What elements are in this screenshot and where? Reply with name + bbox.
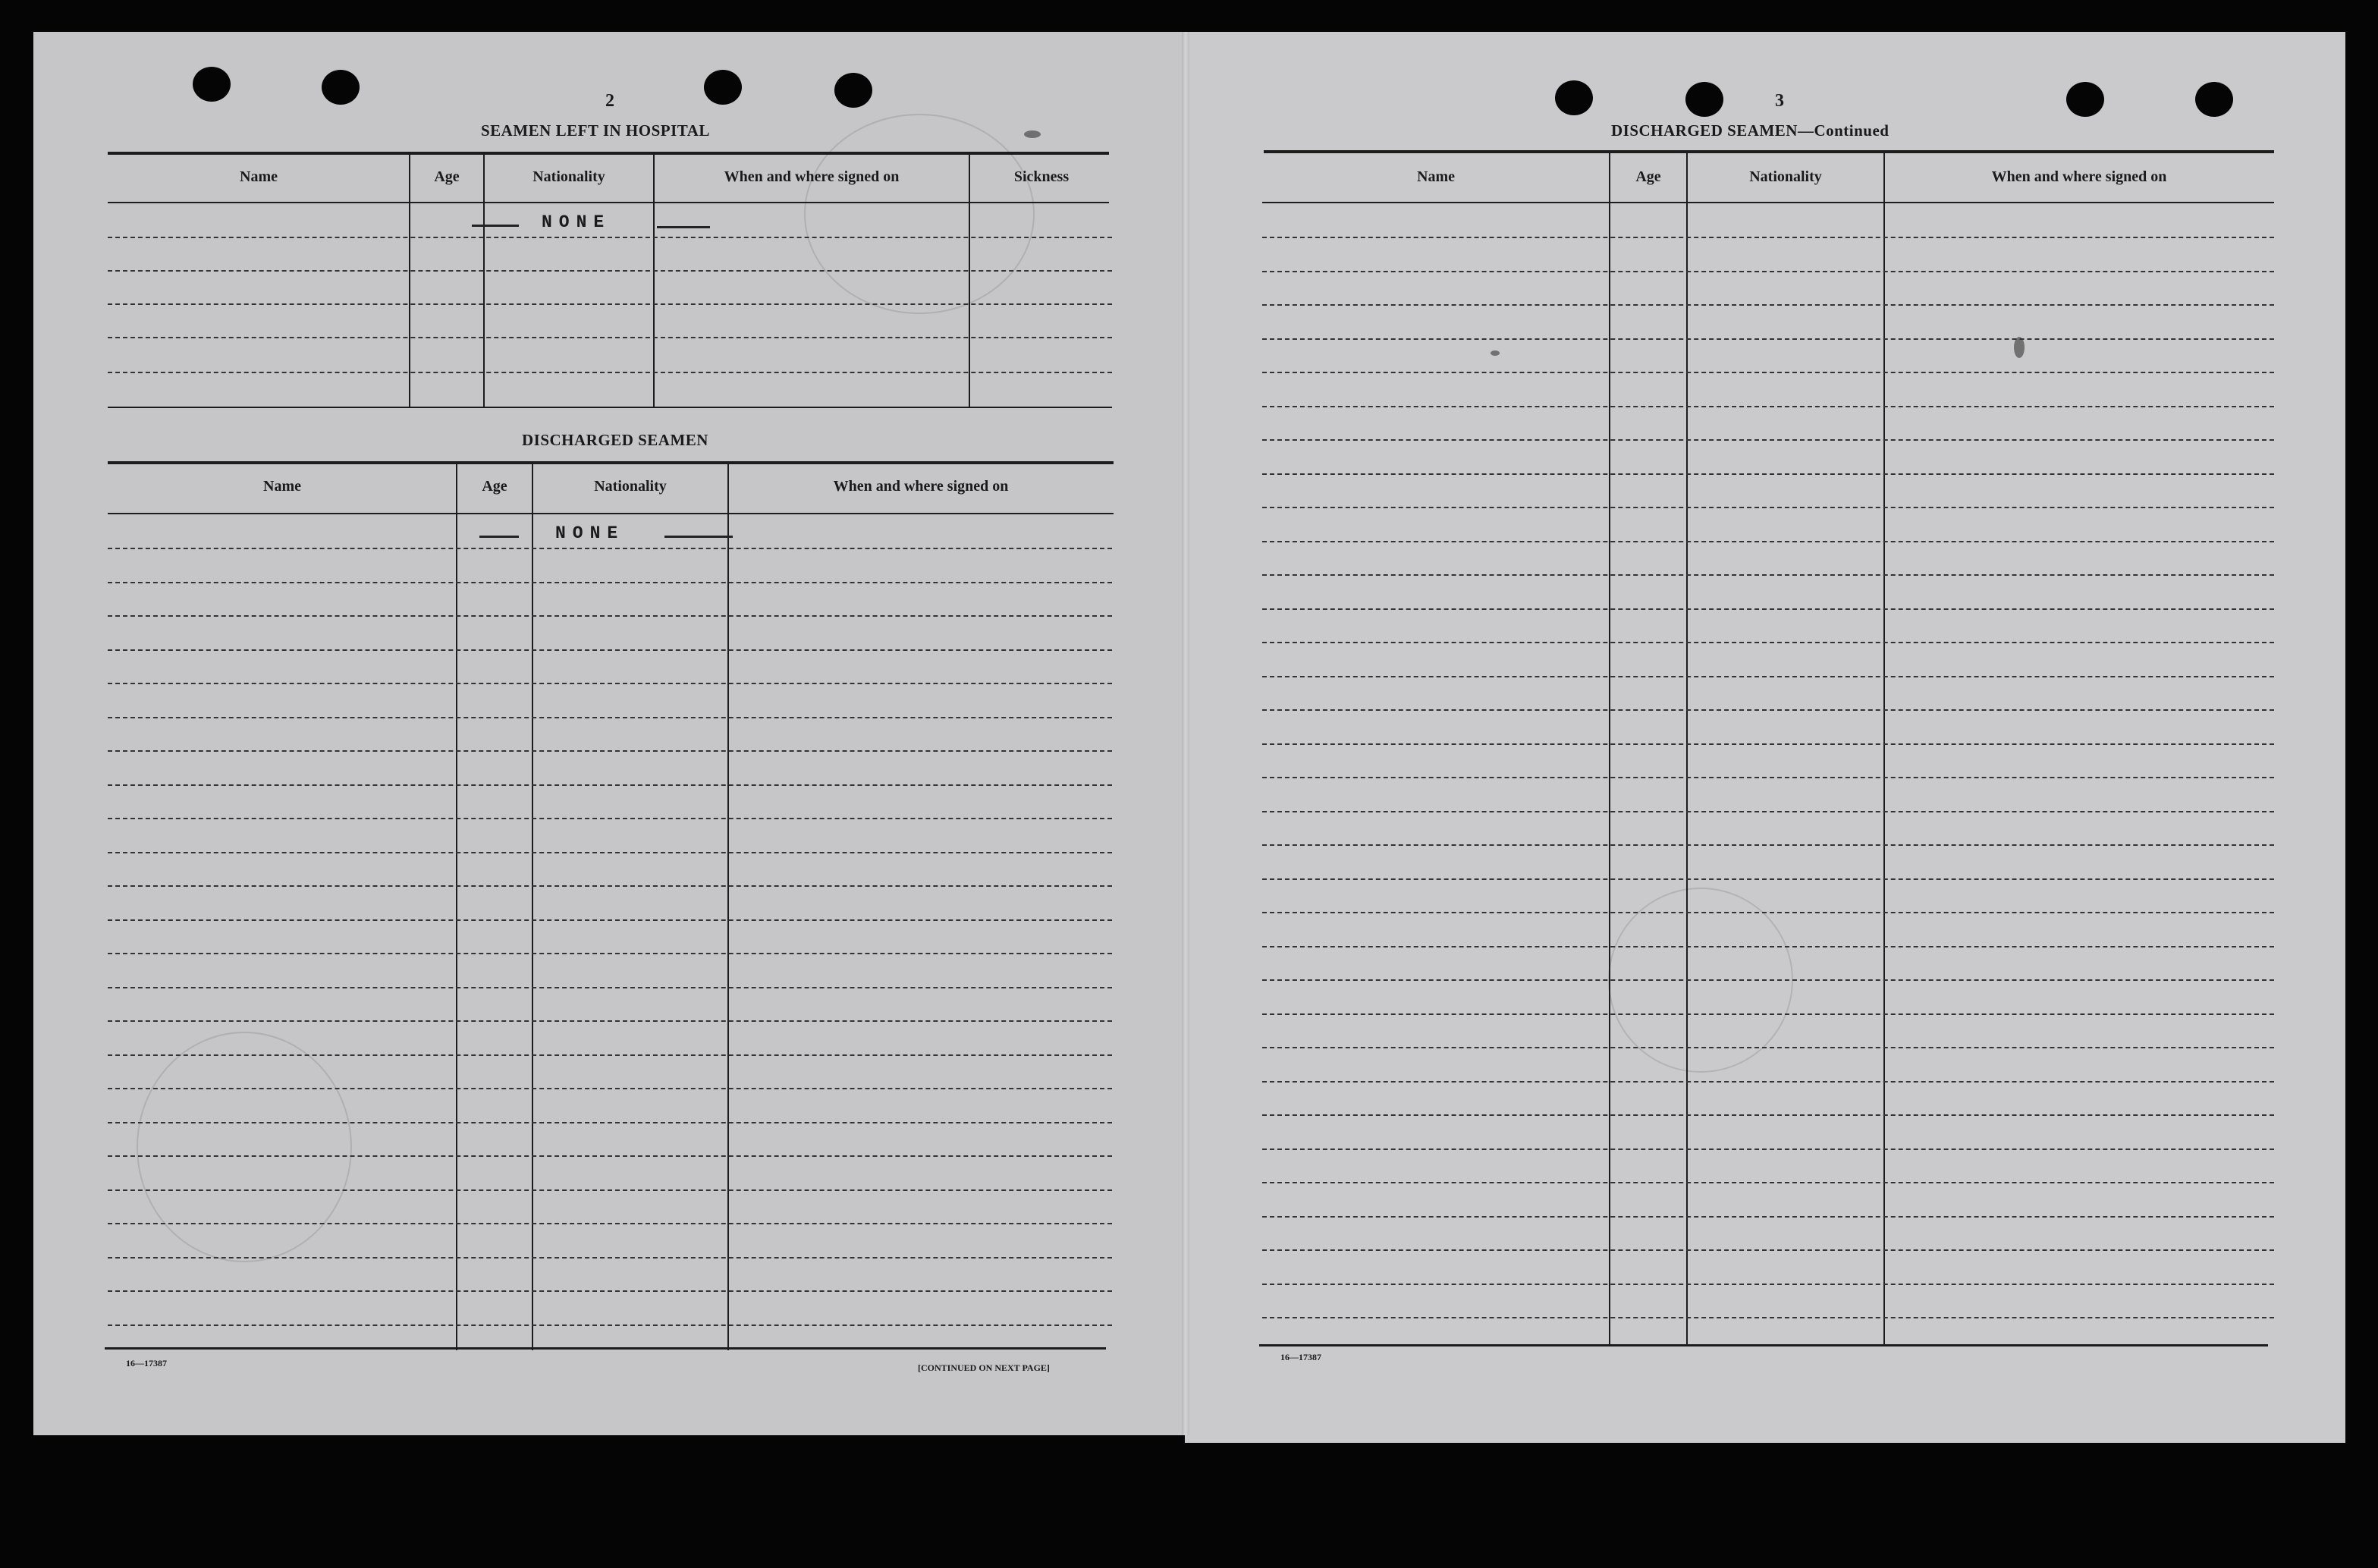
column-header: Name [1417,168,1455,185]
entry-line [108,784,1112,786]
entry-line [1262,304,2274,306]
entry-line [1262,743,2274,745]
column-divider [653,153,655,408]
continued-note: [CONTINUED ON NEXT PAGE] [918,1362,1050,1373]
form-number: 16—17387 [1280,1352,1321,1362]
entry-line [1262,439,2274,441]
entry-line [108,1155,1112,1157]
entry-line [108,1020,1112,1022]
rule [1262,202,2274,203]
entry-line [108,1290,1112,1292]
page-number: 3 [1775,91,1784,111]
column-header: When and where signed on [1991,168,2167,185]
column-divider [727,463,729,1350]
column-divider [532,463,533,1350]
page-number: 2 [605,91,614,111]
rule [108,513,1114,514]
column-divider [969,153,970,408]
entry-line [108,303,1112,305]
entry-line [1262,1182,2274,1183]
column-divider [1883,152,1885,1344]
entry-line [108,683,1112,684]
entry-line [108,582,1112,583]
entry-line [108,953,1112,954]
entry-line [1262,1114,2274,1116]
entry-line [108,852,1112,853]
entry-line [1262,811,2274,812]
ink-smudge [1491,350,1500,356]
entry-line [1262,844,2274,846]
entry-line [108,1257,1112,1258]
hospital-none-entry: NONE [542,212,611,232]
entry-line [1262,1149,2274,1150]
entry-line [1262,608,2274,610]
entry-line [108,1088,1112,1089]
column-header: When and where signed on [724,168,900,185]
column-header: Name [263,478,301,495]
column-header: Age [434,168,460,185]
entry-line [108,717,1112,718]
rule [105,1347,1106,1350]
column-header: Nationality [594,478,667,495]
entry-line [108,1054,1112,1056]
entry-line [1262,338,2274,340]
entry-line [108,615,1112,617]
entry-line [108,750,1112,752]
entry-line [108,818,1112,819]
entry-line [1262,1284,2274,1285]
column-header: Nationality [532,168,605,185]
column-divider [483,153,485,408]
ghost-stamp [137,1032,352,1262]
entry-line [1262,1047,2274,1048]
entry-line [108,885,1112,887]
entry-line [108,270,1112,272]
entry-line [1262,541,2274,542]
entry-line [1262,676,2274,677]
column-header: Nationality [1749,168,1822,185]
column-header: Age [1635,168,1661,185]
column-header: When and where signed on [833,478,1009,495]
column-header: Age [482,478,507,495]
column-divider [1609,152,1610,1344]
column-divider [409,153,410,408]
title-suffix: —Continued [1797,121,1890,140]
punch-hole [193,67,231,102]
entry-line [1262,1216,2274,1218]
ink-smudge [1024,130,1041,138]
entry-line [108,548,1112,549]
entry-line [108,1189,1112,1191]
rule [108,202,1109,203]
rule [1259,1344,2268,1346]
right-page [1185,32,2345,1443]
entry-line [108,919,1112,921]
entry-line [108,1324,1112,1326]
ghost-stamp [804,114,1035,314]
form-number: 16—17387 [126,1358,167,1368]
ink-smudge [2014,337,2025,358]
entry-line [1262,237,2274,238]
entry-line [1262,946,2274,947]
entry-line [108,649,1112,651]
rule [1264,150,2274,153]
rule [108,407,1112,408]
entry-line [108,1223,1112,1224]
none-line [664,536,733,538]
column-header: Sickness [1013,168,1070,185]
entry-line [108,372,1112,373]
column-header: Name [240,168,278,185]
title-main: DISCHARGED SEAMEN [1611,121,1798,140]
punch-hole [704,70,742,105]
punch-hole [1685,82,1723,117]
entry-line [1262,1081,2274,1083]
none-line [472,225,519,227]
punch-hole [322,70,360,105]
entry-line [1262,642,2274,643]
entry-line [1262,777,2274,778]
page-fold [1182,32,1189,1435]
hospital-section-title: SEAMEN LEFT IN HOSPITAL [481,121,710,140]
entry-line [108,237,1112,238]
entry-line [1262,912,2274,913]
column-divider [456,463,457,1350]
entry-line [1262,1317,2274,1318]
column-divider [1686,152,1688,1344]
entry-line [1262,979,2274,981]
entry-line [1262,473,2274,475]
punch-hole [2066,82,2104,117]
entry-line [1262,507,2274,508]
entry-line [1262,406,2274,407]
punch-hole [1555,80,1593,115]
punch-hole [834,73,872,108]
punch-hole [2195,82,2233,117]
discharged-continued-title [1611,121,1889,140]
entry-line [108,1122,1112,1123]
entry-line [1262,709,2274,711]
entry-line [108,987,1112,988]
entry-line [1262,574,2274,576]
discharged-section-title: DISCHARGED SEAMEN [522,431,708,449]
rule [108,461,1114,464]
entry-line [1262,271,2274,272]
none-line [657,226,710,228]
entry-line [1262,372,2274,373]
discharged-none-entry: NONE [555,523,625,543]
entry-line [1262,878,2274,880]
none-line [479,536,519,538]
entry-line [1262,1249,2274,1251]
entry-line [1262,1013,2274,1015]
rule [108,152,1109,155]
entry-line [108,337,1112,338]
